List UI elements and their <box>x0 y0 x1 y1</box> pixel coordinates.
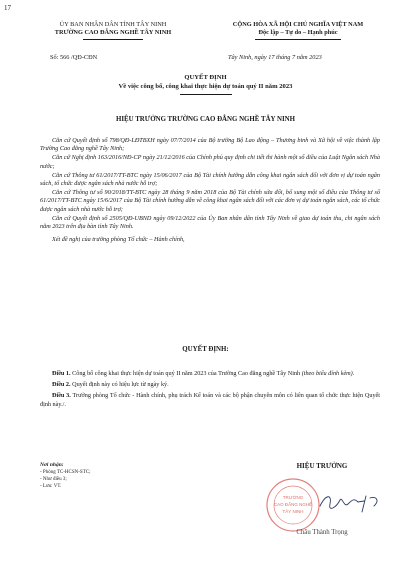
article-text: Công bố công khai thực hiện dự toán quý II năm 2023 của Trường Cao đẳng nghề Tây Ninh <box>70 370 302 377</box>
svg-text:TÂY NINH: TÂY NINH <box>282 509 304 514</box>
signer-title: HIỆU TRƯỞNG <box>296 462 348 470</box>
svg-text:TRƯỜNG: TRƯỜNG <box>282 495 304 500</box>
svg-text:CAO ĐẲNG NGHỀ: CAO ĐẲNG NGHỀ <box>273 502 313 507</box>
article-label: Điều 2. <box>52 381 71 389</box>
recipient-item: - Như điều 3; <box>40 477 67 482</box>
document-title: QUYẾT ĐỊNH <box>184 74 227 81</box>
basis-item: Căn cứ Thông tư số 90/2018/TT-BTC ngày 28 tháng 9 năm 2018 của Bộ Tài chính sửa đổi, bổ sung một số điều của Thông tư số 61/2017/TT-BTC ngày 15/6/2017 của Bộ Tài chính hướng dẫn về công khai ngân sách đối với các đơn vị dự toán ngân sách, các tổ chức được ngân sách nhà nước hỗ trợ; <box>40 189 380 213</box>
recipients <box>40 462 90 490</box>
motto-underline <box>255 39 341 40</box>
motto: Độc lập – Tự do – Hạnh phúc <box>258 29 338 36</box>
basis-item: Căn cứ Quyết định số 2505/QĐ-UBND ngày 09/12/2022 của Ủy Ban nhân dân tỉnh Tây Ninh về giao dự toán thu, chi ngân sách năm 2023 trên địa bàn tỉnh Tây Ninh. <box>40 214 380 231</box>
article-2 <box>40 381 380 389</box>
page-number: 17 <box>4 4 11 12</box>
issue-date: Tây Ninh, ngày 17 tháng 7 năm 2023 <box>228 54 322 61</box>
legal-bases <box>40 137 380 244</box>
country-name: CỘNG HÒA XÃ HỘI CHỦ NGHĨA VIỆT NAM <box>232 21 364 28</box>
issuing-agency-header <box>28 21 198 37</box>
signer-name: Châu Thành Trọng <box>296 529 348 536</box>
agency-underline <box>83 39 143 40</box>
agency-parent: ỦY BAN NHÂN DÂN TỈNH TÂY NINH <box>59 21 167 28</box>
basis-item: Căn cứ Quyết định số 798/QĐ-LĐTBXH ngày 07/7/2014 của Bộ trưởng Bộ Lao động – Thương binh và Xã hội về việc thành lập Trường Cao đẳng nghề Tây Ninh; <box>40 137 380 153</box>
basis-item: Căn cứ Nghị định 163/2016/NĐ-CP ngày 21/12/2016 của Chính phủ quy định chi tiết thi hành một số điều của Luật Ngân sách Nhà nước; <box>40 154 380 170</box>
document-number: Số: 566 /QĐ-CĐN <box>50 54 98 61</box>
signature-icon <box>316 488 386 516</box>
document-subtitle: Về việc công bố, công khai thực hiện dự toán quý II năm 2023 <box>118 83 293 90</box>
article-label: Điều 3. <box>52 392 71 400</box>
official-stamp-icon <box>265 477 321 533</box>
article-text: Trưởng phòng Tổ chức - Hành chính, phụ trách Kế toán và các bộ phận chuyên môn có liên quan tổ chức thực hiện Quyết định này./. <box>40 392 381 408</box>
proposal-line: Xét đề nghị của trưởng phòng Tổ chức – Hành chính, <box>52 236 185 244</box>
recipient-item: - Phòng TC-HCSN-STC; <box>40 470 91 475</box>
article-text: Quyết định này có hiệu lực từ ngày ký. <box>70 381 169 389</box>
recipients-label: Nơi nhận: <box>40 462 64 468</box>
article-note: (theo biểu đính kèm). <box>301 370 355 377</box>
article-label: Điều 1. <box>52 370 71 377</box>
decision-heading: QUYẾT ĐỊNH: <box>182 346 229 353</box>
agency-name: TRƯỜNG CAO ĐẲNG NGHỀ TÂY NINH <box>54 29 172 36</box>
article-3 <box>40 392 380 408</box>
article-1 <box>40 370 380 378</box>
subtitle-underline <box>180 94 232 95</box>
recipient-item: - Lưu: VT. <box>40 484 62 489</box>
basis-item: Căn cứ Thông tư 61/2017/TT-BTC ngày 15/06/2017 của Bộ Tài chính hướng dẫn công khai ngân sách đối với đơn vị dự toán ngân sách, tổ chức được ngân sách nhà nước hỗ trợ; <box>40 171 380 188</box>
issuing-authority: HIỆU TRƯỞNG TRƯỜNG CAO ĐẲNG NGHỀ TÂY NINH <box>116 116 295 123</box>
articles <box>40 370 380 409</box>
national-motto-header <box>198 21 398 37</box>
